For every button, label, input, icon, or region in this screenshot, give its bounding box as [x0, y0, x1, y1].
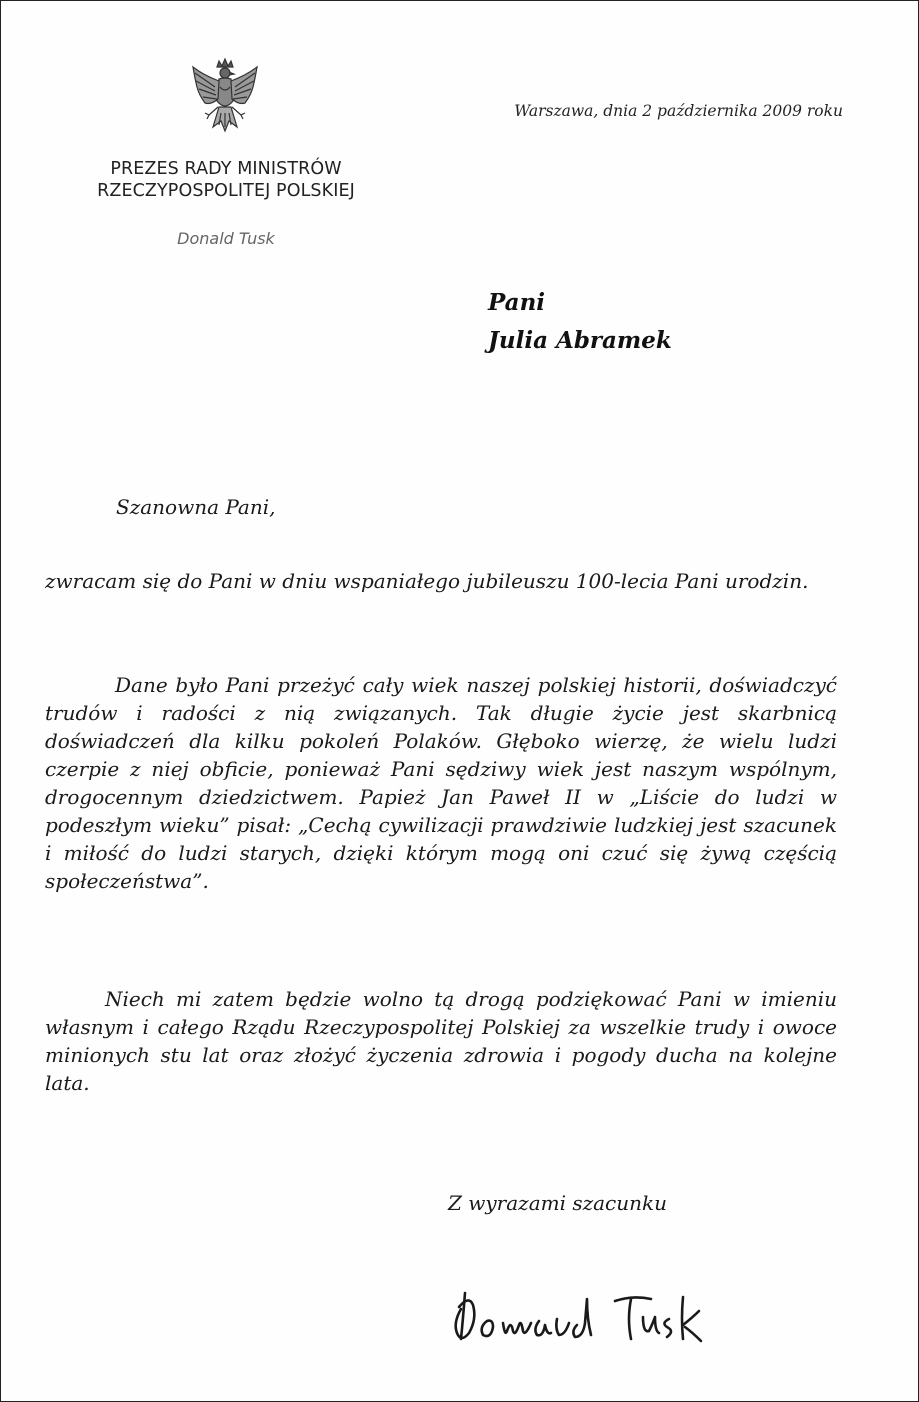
- handwritten-signature-icon: [447, 1279, 717, 1359]
- greeting: Szanowna Pani,: [116, 495, 276, 519]
- polish-eagle-emblem-icon: [187, 57, 263, 145]
- office-title-line2: RZECZYPOSPOLITEJ POLSKIEJ: [97, 181, 355, 201]
- paragraph-2: Dane było Pani przeżyć cały wiek naszej polskiej historii, doświadczyć trudów i radości z nią związanych. Tak długie życie jest skarbnicą doświadczeń dla kilku pokoleń Polaków. Głęboko wierzę, że wielu ludzi czerpie z niej obficie, ponieważ Pani sędziwy wiek jest naszym wspólnym, drogocennym dziedzictwem. Papież Jan Paweł II w „Liście do ludzi w podeszłym wieku” pisał: „Cechą cywilizacji prawdziwie ludzkiej jest szacunek i miłość do ludzi starych, dzięki którym mogą oni czuć się żywą częścią społeczeństwa”.: [45, 673, 837, 893]
- paragraph-3: Niech mi zatem będzie wolno tą drogą podziękować Pani w imieniu własnym i całego Rządu Rzeczypospolitej Polskiej za wszelkie trudy i owoce minionych stu lat oraz złożyć życzenia zdrowia i pogody ducha na kolejne lata.: [45, 987, 837, 1095]
- closing-phrase: Z wyrazami szacunku: [448, 1191, 668, 1215]
- recipient-block: [488, 284, 672, 360]
- office-title-line1: PREZES RADY MINISTRÓW: [110, 159, 342, 179]
- paragraph-1: zwracam się do Pani w dniu wspaniałego jubileuszu 100-lecia Pani urodzin.: [45, 569, 809, 593]
- recipient-salutation: Pani: [488, 289, 546, 316]
- office-holder-name: Donald Tusk: [177, 229, 275, 248]
- office-title: [61, 158, 391, 202]
- letter-date: Warszawa, dnia 2 października 2009 roku: [514, 102, 843, 120]
- recipient-name: Julia Abramek: [488, 327, 672, 354]
